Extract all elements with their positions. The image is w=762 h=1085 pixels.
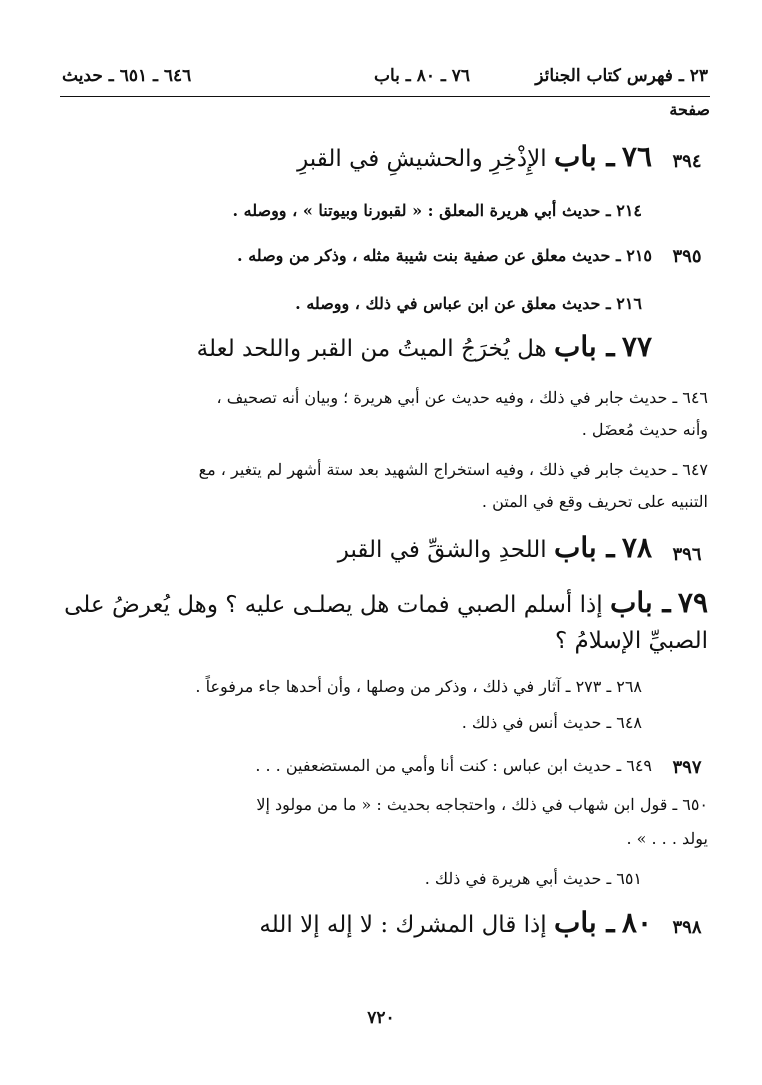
index-item-line: ٦٤٦ ـ حديث جابر في ذلك ، وفيه حديث عن أبي هريرة ؛ وبيان أنه تصحيف ، [216, 388, 708, 407]
chapter-bab-word: باب [553, 330, 597, 363]
chapter-heading: ٨٠ ـ باب إذا قال المشرك : لا إله إلا الله [259, 906, 652, 939]
page-column-label: صفحة [669, 100, 710, 119]
chapter-title: اللحدِ والشقِّ في القبر [337, 537, 547, 563]
chapter-number: ٧٦ [621, 140, 652, 173]
page-ref: ٣٩٥ [672, 246, 702, 267]
header-rule [60, 96, 710, 97]
chapter-title: إذا قال المشرك : لا إله إلا الله [259, 912, 547, 938]
page-ref: ٣٩٧ [672, 757, 702, 778]
chapter-heading: ٧٩ ـ باب إذا أسلم الصبي فمات هل يصلـى عليه ؟ وهل يُعرضُ على [64, 586, 708, 619]
page-ref: ٣٩٤ [672, 151, 702, 172]
index-item: ٢١٤ ـ حديث أبي هريرة المعلق : « لقبورنا وبيوتنا » ، ووصله . [232, 201, 642, 220]
running-header [62, 66, 708, 92]
chapter-number: ٨٠ [621, 906, 652, 939]
page-number: ٧٢٠ [367, 1008, 395, 1028]
index-item-line: التنبيه على تحريف وقع في المتن . [481, 492, 708, 511]
header-title: ٢٣ ـ فهرس كتاب الجنائز [535, 66, 708, 86]
chapter-bab-word: باب [553, 906, 597, 939]
chapter-title-continued: الصبيِّ الإسلامُ ؟ [554, 628, 708, 654]
page-ref: ٣٩٦ [672, 544, 702, 565]
index-item: ٦٤٨ ـ حديث أنس في ذلك . [461, 713, 642, 732]
chapter-heading: ٧٧ ـ باب هل يُخرَجُ الميتُ من القبر واللحد لعلة [196, 330, 652, 363]
chapter-title: هل يُخرَجُ الميتُ من القبر واللحد لعلة [196, 336, 547, 362]
index-item: ٢٦٨ ـ ٢٧٣ ـ آثار في ذلك ، وذكر من وصلها ، وأن أحدها جاء مرفوعاً . [195, 677, 642, 696]
page-ref: ٣٩٨ [672, 917, 702, 938]
index-item: ٢١٥ ـ حديث معلق عن صفية بنت شيبة مثله ، وذكر من وصله . [237, 246, 652, 265]
chapter-title: الإِذْخِرِ والحشيشِ في القبرِ [297, 146, 547, 172]
index-item-line: ٦٤٧ ـ حديث جابر في ذلك ، وفيه استخراج الشهيد بعد ستة أشهر لم يتغير ، مع [198, 460, 708, 479]
chapter-number: ٧٨ [621, 531, 652, 564]
chapter-bab-word: باب [609, 586, 653, 619]
chapter-heading: ٧٨ ـ باب اللحدِ والشقِّ في القبر [337, 531, 652, 564]
index-item-line: يولد . . . » . [626, 829, 708, 848]
header-chapter-range: ٧٦ ـ ٨٠ ـ باب [373, 66, 471, 86]
index-item-line: ٦٥٠ ـ قول ابن شهاب في ذلك ، واحتجاجه بحديث : « ما من مولود إلا [256, 795, 708, 814]
header-hadith-range: ٦٤٦ ـ ٦٥١ ـ حديث [62, 66, 192, 86]
chapter-bab-word: باب [553, 531, 597, 564]
index-item: ٦٤٩ ـ حديث ابن عباس : كنت أنا وأمي من المستضعفين . . . [255, 756, 652, 775]
index-item-line: وأنه حديث مُعضَل . [581, 420, 708, 439]
index-item: ٢١٦ ـ حديث معلق عن ابن عباس في ذلك ، ووصله . [295, 294, 642, 313]
chapter-number: ٧٧ [621, 330, 652, 363]
chapter-heading: ٧٦ ـ باب الإِذْخِرِ والحشيشِ في القبرِ [297, 140, 652, 173]
index-item: ٦٥١ ـ حديث أبي هريرة في ذلك . [424, 869, 642, 888]
chapter-number: ٧٩ [677, 586, 708, 619]
chapter-title: إذا أسلم الصبي فمات هل يصلـى عليه ؟ وهل يُعرضُ على [64, 592, 603, 618]
chapter-bab-word: باب [553, 140, 597, 173]
